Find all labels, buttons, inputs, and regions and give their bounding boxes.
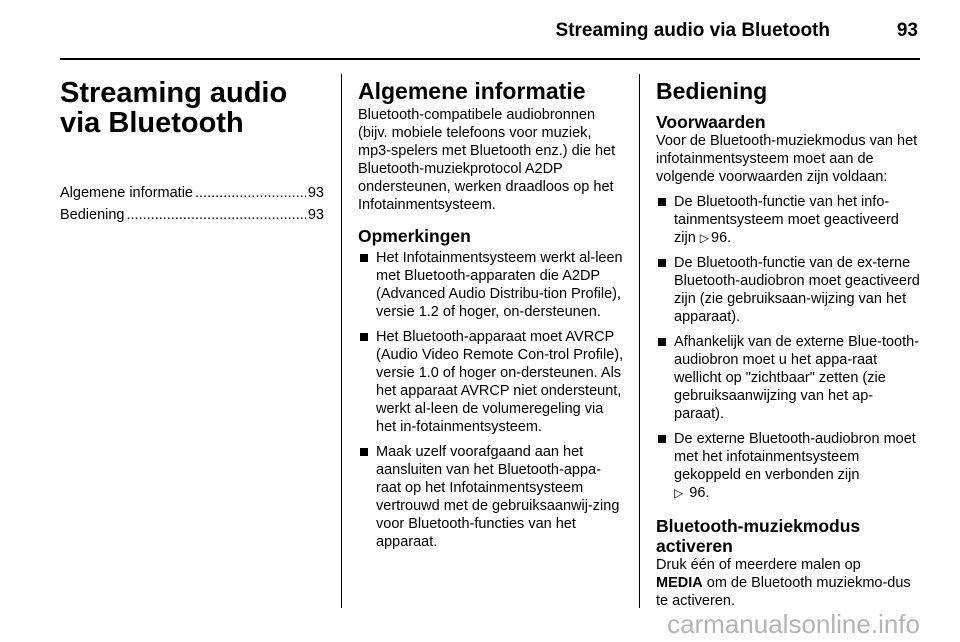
bullet-square-icon bbox=[658, 259, 666, 267]
general-info-column bbox=[358, 78, 624, 551]
list-item: Het Infotainmentsysteem werkt al-leen met Bluetooth-apparaten die A2DP (Advanced Audio Distribu-tion Profile), versie 1.2 of hoger, on-dersteunen. bbox=[358, 249, 624, 321]
activate-paragraph: Druk één of meerdere malen op MEDIA om de Bluetooth muziekmo-dus te activeren. bbox=[656, 557, 911, 609]
toc-entry-label: Bediening bbox=[60, 207, 125, 223]
toc-leader bbox=[127, 204, 306, 226]
xref-arrow-icon[interactable]: ▷ bbox=[674, 486, 684, 500]
notes-heading: Opmerkingen bbox=[358, 226, 471, 246]
toc-entry[interactable] bbox=[60, 182, 324, 204]
bullet-square-icon bbox=[658, 338, 666, 346]
prerequisites-intro: Voor de Bluetooth-muziekmodus van het infotainmentsysteem moet aan de volgende voorwaarden zijn voldaan: bbox=[656, 133, 918, 185]
section-heading-operation: Bediening bbox=[656, 78, 768, 104]
toc-entry-label: Algemene informatie bbox=[60, 185, 193, 201]
toc-entry-page: 93 bbox=[307, 207, 324, 223]
bullet-square-icon bbox=[360, 448, 368, 456]
list-item: Afhankelijk van de externe Blue-tooth-audiobron moet u het appa-raat wellicht op "zichtbaar" zetten (zie gebruiksaanwijzing van het ap-paraat). bbox=[656, 333, 922, 423]
toc-entry[interactable] bbox=[60, 204, 324, 226]
xref-arrow-icon[interactable]: ▷ bbox=[699, 231, 710, 245]
header-rule bbox=[60, 58, 920, 60]
watermark: carmanualsonline.info bbox=[667, 609, 920, 639]
list-item: Maak uzelf voorafgaand aan het aansluiten van het Bluetooth-appa-raat op het Infotainmentsysteem vertrouwd met de gebruiksaanwij-zing voor Bluetooth-functies van het apparaat. bbox=[358, 443, 624, 551]
activate-heading: Bluetooth-muziekmodus activeren bbox=[656, 516, 861, 556]
list-item: Het Bluetooth-apparaat moet AVRCP (Audio Video Remote Con-trol Profile), versie 1.0 of hoger on-dersteunen. Als het apparaat AVRCP niet ondersteunt, werkt al-leen de volumeregeling via het in-fotainmentsysteem. bbox=[358, 328, 624, 436]
column-divider-2 bbox=[639, 74, 640, 608]
page-header bbox=[60, 0, 920, 58]
page-reference[interactable]: 96. bbox=[689, 485, 710, 501]
page-number: 93 bbox=[896, 20, 918, 41]
chapter-title: Streaming audio via Bluetooth bbox=[60, 77, 288, 139]
conditions-list bbox=[656, 193, 922, 502]
bullet-square-icon bbox=[360, 333, 368, 341]
intro-paragraph: Bluetooth-compatibele audiobronnen (bijv. mobiele telefoons voor muziek, mp3-spelers met Bluetooth enz.) die het Bluetooth-muziekprotocol A2DP ondersteunen, werken draadloos op het Infotainmentsysteem. bbox=[358, 107, 616, 213]
prerequisites-heading: Voorwaarden bbox=[656, 112, 766, 132]
table-of-contents bbox=[60, 182, 324, 226]
toc-entry-page: 93 bbox=[307, 185, 324, 201]
section-heading-general: Algemene informatie bbox=[358, 78, 586, 104]
operation-column bbox=[656, 78, 922, 610]
notes-list bbox=[358, 249, 624, 551]
list-item: De externe Bluetooth-audiobron moet met het infotainmentsysteem gekoppeld en verbonden zijn ▷ 96. bbox=[656, 430, 922, 502]
page-reference[interactable]: 96. bbox=[711, 230, 732, 246]
bullet-square-icon bbox=[360, 254, 368, 262]
toc-leader bbox=[195, 182, 306, 204]
list-item: De Bluetooth-functie van de ex-terne Bluetooth-audiobron moet geactiveerd zijn (zie gebruiksaan-wijzing van het apparaat). bbox=[656, 254, 922, 326]
bullet-square-icon bbox=[658, 198, 666, 206]
media-key-label: MEDIA bbox=[656, 575, 703, 591]
running-title: Streaming audio via Bluetooth bbox=[555, 20, 830, 41]
bullet-square-icon bbox=[658, 435, 666, 443]
column-divider-1 bbox=[341, 74, 342, 608]
list-item: De Bluetooth-functie van het info-tainmentsysteem moet geactiveerd zijn ▷ 96. bbox=[656, 193, 922, 247]
chapter-column bbox=[60, 78, 324, 226]
